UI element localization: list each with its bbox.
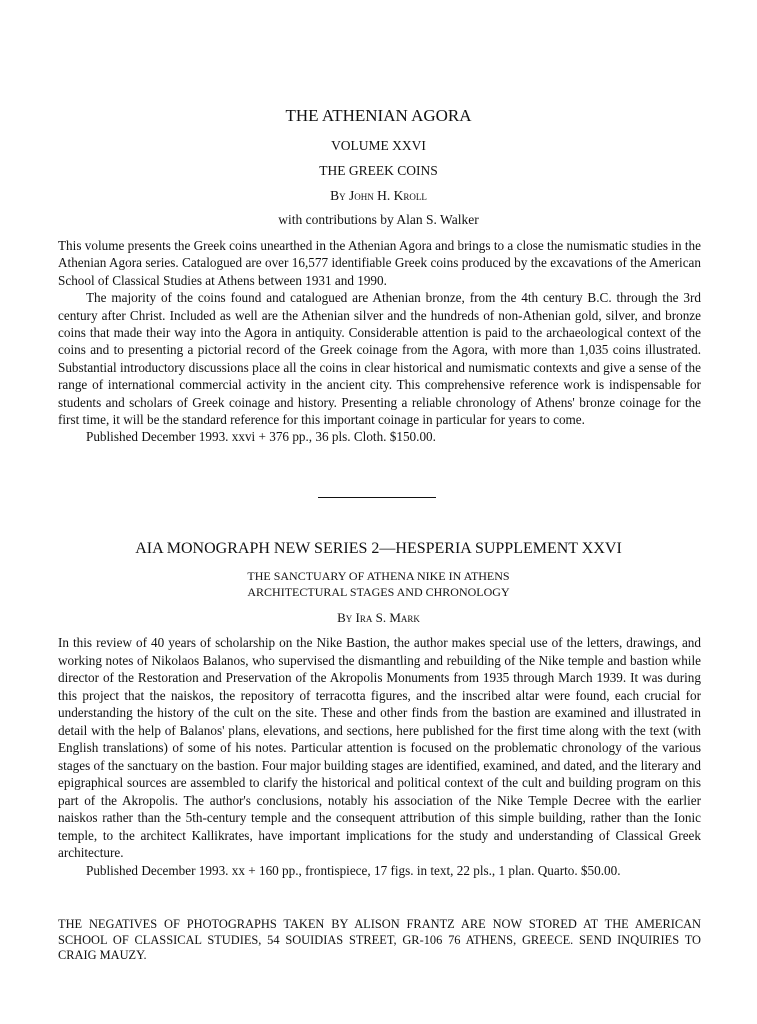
contributions-line: with contributions by Alan S. Walker [278, 212, 479, 227]
publication-info: Published December 1993. xxvi + 376 pp., 36 pls. Cloth. $150.00. [86, 429, 436, 445]
author-name: John H. Kroll [349, 188, 427, 203]
section-divider [318, 497, 436, 498]
description-1 [58, 237, 701, 446]
by-label: By [330, 188, 346, 203]
description-2 [58, 634, 701, 879]
publication-info: Published December 1993. xx + 160 pp., frontispiece, 17 figs. in text, 22 pls., 1 plan. Quarto. $50.00. [86, 862, 621, 878]
volume-label: VOLUME XXVI [331, 138, 426, 153]
by-label: By [337, 610, 353, 625]
paragraph: In this review of 40 years of scholarship on the Nike Bastion, the author makes special use of the letters, drawings, and working notes of Nikolaos Balanos, who supervised the dismantling and rebuilding of the Nike temple and bastion while director of the Restoration and Preservation of the Akropolis Monuments from 1935 through March 1939. It was during this project that the naiskos, the repository of terracotta figures, and the inscribed altar were found, each crucial for understanding the history of the cult on the site. These and other finds from the bastion are examined and illustrated in detail with the help of Balanos' plans, elevations, and sections, here published for the first time along with the text (with English translations) of some of his notes. Particular attention is focused on the problematic chronology of the various stages of the sanctuary on the bastion. Four major building stages are identified, examined, and dated, and the literary and epigraphical sources are assembled to clarify the historical and political context of the cult and building program on this part of the Akropolis. The author's conclusions, notably his association of the Nike Temple Decree with the earlier naiskos rather than the 5th-century temple and the consequent attribution of this simple building, rather than the Ionic temple, to the architect Kallikrates, have important implications for the study and understanding of Classical Greek architecture. [58, 635, 701, 860]
monograph-subtitle: ARCHITECTURAL STAGES AND CHRONOLOGY [247, 585, 510, 599]
author-line [0, 610, 757, 626]
author-name: Ira S. Mark [355, 610, 420, 625]
book-subtitle: THE GREEK COINS [319, 163, 438, 178]
series-title: AIA MONOGRAPH NEW SERIES 2—HESPERIA SUPPLEMENT XXVI [135, 540, 622, 557]
monograph-title: THE SANCTUARY OF ATHENA NIKE IN ATHENS [247, 569, 510, 583]
paragraph: This volume presents the Greek coins unearthed in the Athenian Agora and brings to a close the numismatic studies in the Athenian Agora series. Catalogued are over 16,577 identifiable Greek coins produced by the excavations of the American School of Classical Studies at Athens between 1931 and 1990. [58, 238, 701, 288]
notice: THE NEGATIVES OF PHOTOGRAPHS TAKEN BY ALISON FRANTZ ARE NOW STORED AT THE AMERICAN SCHOOL OF CLASSICAL STUDIES, 54 SOUIDIAS STREET, GR-106 76 ATHENS, GREECE. SEND INQUIRIES TO CRAIG MAUZY. [58, 917, 701, 962]
paragraph: The majority of the coins found and catalogued are Athenian bronze, from the 4th century B.C. through the 3rd century after Christ. Included as well are the Athenian silver and the hundreds of non-Athenian gold, silver, and bronze coins that made their way into the Agora in antiquity. Considerable attention is paid to the archaeological context of the coins and to presenting a pictorial record of the Greek coinage from the Agora, with more than 1,035 coins illustrated. Substantial introductory discussions place all the coins in clear historical and numismatic contexts and give a sense of the range of international commercial activity in the ancient city. This comprehensive reference work is indispensable for students and scholars of Greek coinage and history. Presenting a reliable chronology of Athens' bronze coinage for the first time, it will be the standard reference for this important coinage in particular for years to come. [58, 290, 701, 428]
author-line [0, 188, 757, 204]
book-title: THE ATHENIAN AGORA [285, 106, 472, 125]
